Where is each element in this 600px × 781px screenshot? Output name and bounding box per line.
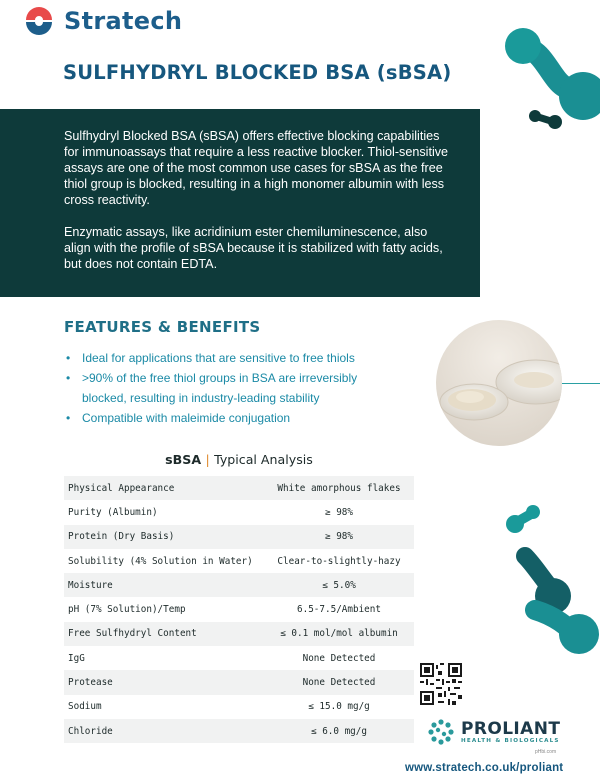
proliant-logo-icon (427, 718, 455, 746)
table-row: Moisture ≤ 5.0% (64, 573, 414, 597)
bullet-icon: • (66, 351, 71, 365)
table-row: Protein (Dry Basis) ≥ 98% (64, 525, 414, 549)
photo-connector-line (562, 383, 600, 384)
footer-url-link[interactable]: www.stratech.co.uk/proliant (405, 762, 564, 774)
analysis-table-title: sBSA | Typical Analysis (165, 452, 313, 467)
bullet-icon: • (66, 371, 71, 385)
powder-dish-image-icon (436, 320, 562, 446)
proliant-logo[interactable] (427, 718, 560, 746)
table-row: Physical Appearance White amorphous flakes (64, 476, 414, 500)
brand-name: Stratech (64, 7, 183, 35)
features-list (64, 348, 394, 428)
table-row: Protease None Detected (64, 670, 414, 694)
table-row: Chloride ≤ 6.0 mg/g (64, 719, 414, 743)
table-row: pH (7% Solution)/Temp 6.5-7.5/Ambient (68, 604, 381, 616)
table-row: Solubility (4% Solution in Water) Clear-to-slightly-hazy (68, 555, 401, 567)
partner-tagline: HEALTH & BIOLOGICALS (461, 737, 560, 744)
features-heading: FEATURES & BENEFITS (64, 318, 261, 336)
molecule-decoration-small-icon (528, 108, 562, 130)
table-row: Sodium ≤ 15.0 mg/g (68, 701, 370, 713)
proliant-text (461, 718, 561, 744)
table-row: IgG None Detected (68, 652, 376, 664)
intro-paragraph: Enzymatic assays, like acridinium ester chemiluminescence, also align with the profile of sBSA because it is stabilized with fatty acids, but does not contain EDTA. (64, 225, 443, 271)
feature-item: • >90% of the free thiol groups in BSA are irreversibly blocked, resulting in industry-leading stability (64, 368, 394, 408)
feature-item: • Compatible with maleimide conjugation (64, 408, 394, 428)
feature-item: • Ideal for applications that are sensitive to free thiols (64, 348, 394, 368)
stratech-logo[interactable] (22, 6, 182, 36)
product-photo (436, 320, 562, 446)
stratech-logo-icon (22, 6, 56, 36)
molecule-decoration-bottom-icon (495, 500, 600, 655)
partner-name: PROLIANT (461, 718, 561, 739)
typical-analysis-table (64, 476, 414, 743)
partner-url[interactable]: pHbi.com (535, 749, 557, 755)
intro-panel (0, 109, 480, 297)
qr-code-icon[interactable] (420, 663, 462, 705)
intro-paragraph: Sulfhydryl Blocked BSA (sBSA) offers effective blocking capabilities for immunoassays that require a less reactive blocker. Thiol-sensitive assays are one of the most common use cases for sBSA as the free thiol group is blocked, resulting in a high monomer albumin with less cross reactivity. (64, 129, 449, 207)
page-title: SULFHYDRYL BLOCKED BSA (sBSA) (63, 61, 452, 84)
table-row: Purity (Albumin) ≥ 98% (68, 506, 353, 518)
bullet-icon: • (66, 411, 71, 425)
table-row: Free Sulfhydryl Content ≤ 0.1 mol/mol albumin (64, 622, 414, 646)
